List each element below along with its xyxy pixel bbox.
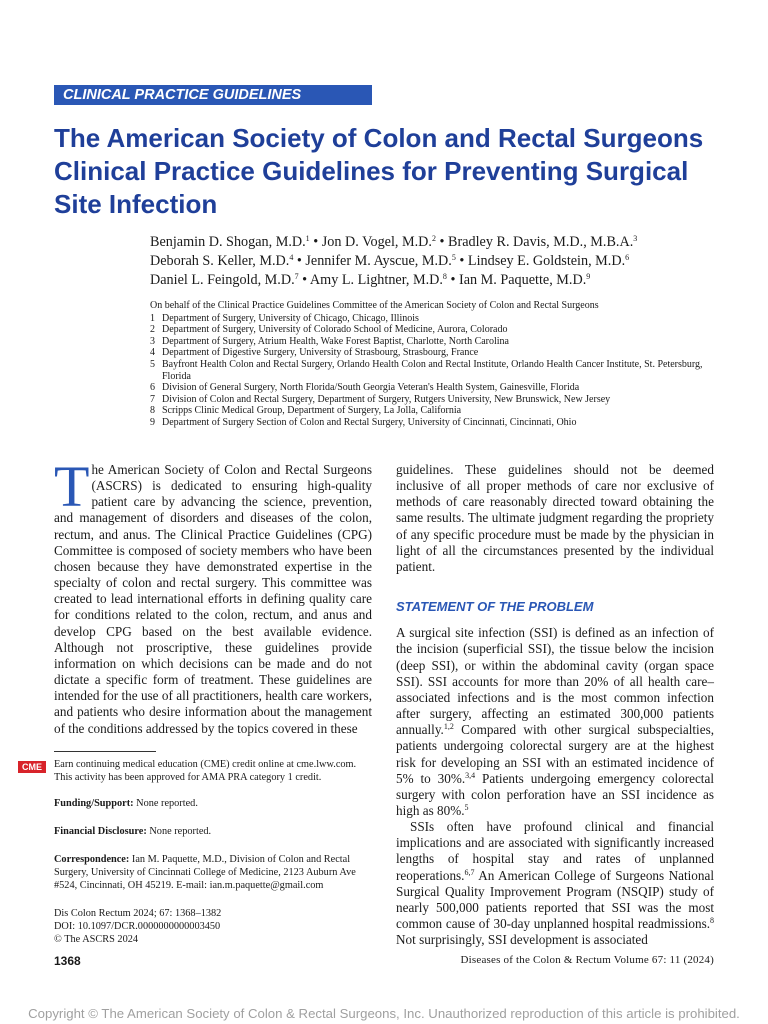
author-name: Bradley R. Davis, M.D., M.B.A. [448, 234, 634, 250]
author-line [150, 271, 750, 290]
author-line [150, 233, 750, 252]
author-name: Jennifer M. Ayscue, M.D. [305, 253, 452, 269]
paragraph-text: An American College of Surgeons National Surgical Quality Improvement Program (NSQIP) study of nearly 500,000 patients reported that SSI was the most common cause of 30-day unplanned hospital readmissions. [396, 867, 714, 932]
affiliation-text: Department of Surgery Section of Colon and Rectal Surgery, University of Cincinnati, Cincinnati, Ohio [162, 416, 577, 428]
doi-link[interactable]: DOI: 10.1097/DCR.0000000000003450 [54, 921, 221, 932]
affiliation-item [150, 382, 720, 394]
author-separator: • [455, 253, 468, 269]
affiliation-item [150, 417, 720, 429]
page-number: 1368 [54, 954, 81, 968]
on-behalf-note: On behalf of the Clinical Practice Guidelines Committee of the American Society of Colon and Rectal Surgeons [150, 300, 599, 311]
funding-text: None reported. [133, 798, 198, 809]
author-separator: • [298, 272, 310, 288]
affiliations [150, 300, 720, 429]
right-column [396, 462, 714, 948]
affiliation-text: Department of Surgery, Atrium Health, Wake Forest Baptist, Charlotte, North Carolina [162, 335, 509, 347]
intro-text: he American Society of Colon and Rectal Surgeons (ASCRS) is dedicated to ensuring high-quality patient care by advancing the science, prevention, and management of disorders and diseases of the colon, rectum, and anus. The Clinical Practice Guidelines (CPG) Committee is composed of society members who have been chosen because they have demonstrated expertise in the specialty of colon and rectal surgery. This committee was created to lead international efforts in defining quality care for conditions related to the colon, rectum, and anus and develop CPG based on the best available evidence. Although not proscriptive, these guidelines provide information on which decisions can be made and do not dictate a specific form of treatment. These guidelines are intended for the use of all practitioners, health care workers, and patients who desire information about the management of the conditions addressed by the topics covered in these [54, 462, 372, 736]
affiliation-number: 4 [150, 347, 155, 359]
affiliation-number: 6 [150, 382, 155, 394]
author-name: Amy L. Lightner, M.D. [309, 272, 443, 288]
cme-badge: CME [18, 761, 46, 773]
article-title: The American Society of Colon and Rectal Surgeons Clinical Practice Guidelines for Preventing Surgical Site Infection [54, 123, 704, 219]
affiliation-item [150, 336, 720, 348]
citation: Dis Colon Rectum 2024; 67: 1368–1382 [54, 908, 222, 919]
affiliation-item [150, 313, 720, 325]
affiliation-item [150, 405, 720, 417]
author-name: Ian M. Paquette, M.D. [458, 272, 587, 288]
affiliation-number: 8 [150, 405, 155, 417]
citation-ref[interactable]: 6,7 [464, 867, 475, 877]
disclosure-label: Financial Disclosure: [54, 826, 147, 837]
disclosure-note [54, 825, 372, 838]
section-heading: STATEMENT OF THE PROBLEM [396, 599, 594, 615]
author-name: Jon D. Vogel, M.D. [321, 234, 432, 250]
author-separator: • [446, 272, 459, 288]
affiliation-text: Division of General Surgery, North Florida/South Georgia Veteran's Health System, Gainesville, Florida [162, 382, 580, 394]
problem-paragraph-1 [396, 625, 714, 819]
affiliation-text: Department of Surgery, University of Colorado School of Medicine, Aurora, Colorado [162, 324, 508, 336]
ascrs-copyright: © The ASCRS 2024 [54, 934, 139, 945]
left-column [54, 454, 372, 737]
citation-ref[interactable]: 3,4 [465, 770, 476, 780]
affiliation-text: Department of Digestive Surgery, University of Strasbourg, Strasbourg, France [162, 347, 479, 359]
intro-continued: guidelines. These guidelines should not be deemed inclusive of all proper methods of care nor exclusive of methods of care reasonably directed toward obtaining the same results. The ultimate judgment regarding the propriety of any specific procedure must be made by the physician in light of all the circumstances presented by the individual patient. [396, 462, 714, 574]
citation-ref[interactable]: 5 [464, 802, 469, 812]
correspondence-note [54, 853, 372, 892]
paragraph-text: Patients undergoing emergency colorectal surgery with colon perforation have an SSI incidence as high as 80%. [396, 770, 714, 818]
drop-cap: T [54, 454, 90, 519]
affiliation-item [150, 324, 720, 336]
paragraph-text: SSIs often have profound clinical and financial implications and are associated with significantly increased lengths of hospital stay and rates of unplanned reoperations. [396, 819, 714, 883]
author-affiliation-ref: 4 [289, 253, 294, 262]
funding-label: Funding/Support: [54, 798, 134, 809]
affiliation-number: 9 [150, 416, 155, 428]
citation-ref[interactable]: 1,2 [443, 722, 454, 732]
author-affiliation-ref: 7 [294, 272, 299, 281]
author-name: Benjamin D. Shogan, M.D. [150, 234, 306, 250]
funding-note [54, 797, 372, 810]
affiliation-text: Scripps Clinic Medical Group, Department of Surgery, La Jolla, California [162, 405, 462, 417]
affiliation-number: 7 [150, 393, 155, 405]
affiliation-text: Department of Surgery, University of Chicago, Chicago, Illinois [162, 312, 419, 324]
author-separator: • [309, 234, 322, 250]
affiliation-item [150, 347, 720, 359]
affiliation-item [150, 359, 720, 382]
problem-paragraph-2 [396, 819, 714, 948]
author-affiliation-ref: 2 [431, 234, 436, 243]
author-name: Daniel L. Feingold, M.D. [150, 272, 295, 288]
author-separator: • [293, 253, 306, 269]
author-affiliation-ref: 3 [633, 234, 638, 243]
author-separator: • [435, 234, 449, 250]
author-affiliation-ref: 8 [442, 272, 447, 281]
author-list [150, 233, 750, 290]
author-name: Lindsey E. Goldstein, M.D. [467, 253, 626, 269]
author-affiliation-ref: 5 [451, 253, 456, 262]
affiliation-item [150, 394, 720, 406]
affiliation-list [150, 313, 720, 429]
author-affiliation-ref: 1 [305, 234, 310, 243]
author-name: Deborah S. Keller, M.D. [150, 253, 290, 269]
affiliation-text: Division of Colon and Rectal Surgery, Department of Surgery, Rutgers University, New Brunswick, New Jersey [162, 393, 611, 405]
author-line [150, 252, 750, 271]
paragraph-text: A surgical site infection (SSI) is defined as an infection of the incision (superficial SSI), the tissue below the incision (deep SSI), or within the abdominal cavity (organ space SSI). SSI accounts for more than 20% of all health care–associated infections and is the most common infection after surgery, affecting an estimated 300,000 patients annually. [396, 625, 714, 738]
affiliation-number: 5 [150, 358, 155, 370]
paragraph-text: Compared with other surgical subspecialties, patients undergoing colorectal surgery are at the highest risk for developing an SSI with an estimated incidence of 5% to 30%. [396, 722, 714, 786]
footnote-rule [54, 751, 156, 752]
citation-ref[interactable]: 8 [710, 916, 714, 926]
affiliation-number: 2 [150, 324, 155, 336]
correspondence-label: Correspondence: [54, 854, 130, 865]
section-banner: CLINICAL PRACTICE GUIDELINES [54, 85, 372, 105]
correspondence-text: Ian M. Paquette, M.D., Division of Colon and Rectal Surgery, University of Cincinnati College of Medicine, 2123 Auburn Ave #524, Cincinnati, OH 45219. E-mail: ian.m.paquette@gmail.com [54, 854, 356, 891]
affiliation-text: Bayfront Health Colon and Rectal Surgery, Orlando Health Colon and Rectal Institute, Orlando Health Cancer Institute, St. Petersburg, Florida [162, 358, 703, 382]
author-affiliation-ref: 6 [625, 253, 630, 262]
affiliation-number: 3 [150, 335, 155, 347]
disclosure-text: None reported. [146, 826, 212, 837]
intro-paragraph [54, 454, 372, 737]
author-affiliation-ref: 9 [586, 272, 591, 281]
citation-block [54, 907, 372, 946]
paragraph-text: Not surprisingly, SSI development is associated [396, 932, 648, 948]
affiliation-number: 1 [150, 312, 155, 324]
running-head: Diseases of the Colon & Rectum Volume 67: 11 (2024) [460, 954, 714, 966]
cme-note: Earn continuing medical education (CME) credit online at cme.lww.com. This activity has been approved for AMA PRA category 1 credit. [54, 759, 357, 783]
copyright-watermark: Copyright © The American Society of Colon & Rectal Surgeons, Inc. Unauthorized reproduction of this article is prohibited. [28, 1006, 740, 1021]
